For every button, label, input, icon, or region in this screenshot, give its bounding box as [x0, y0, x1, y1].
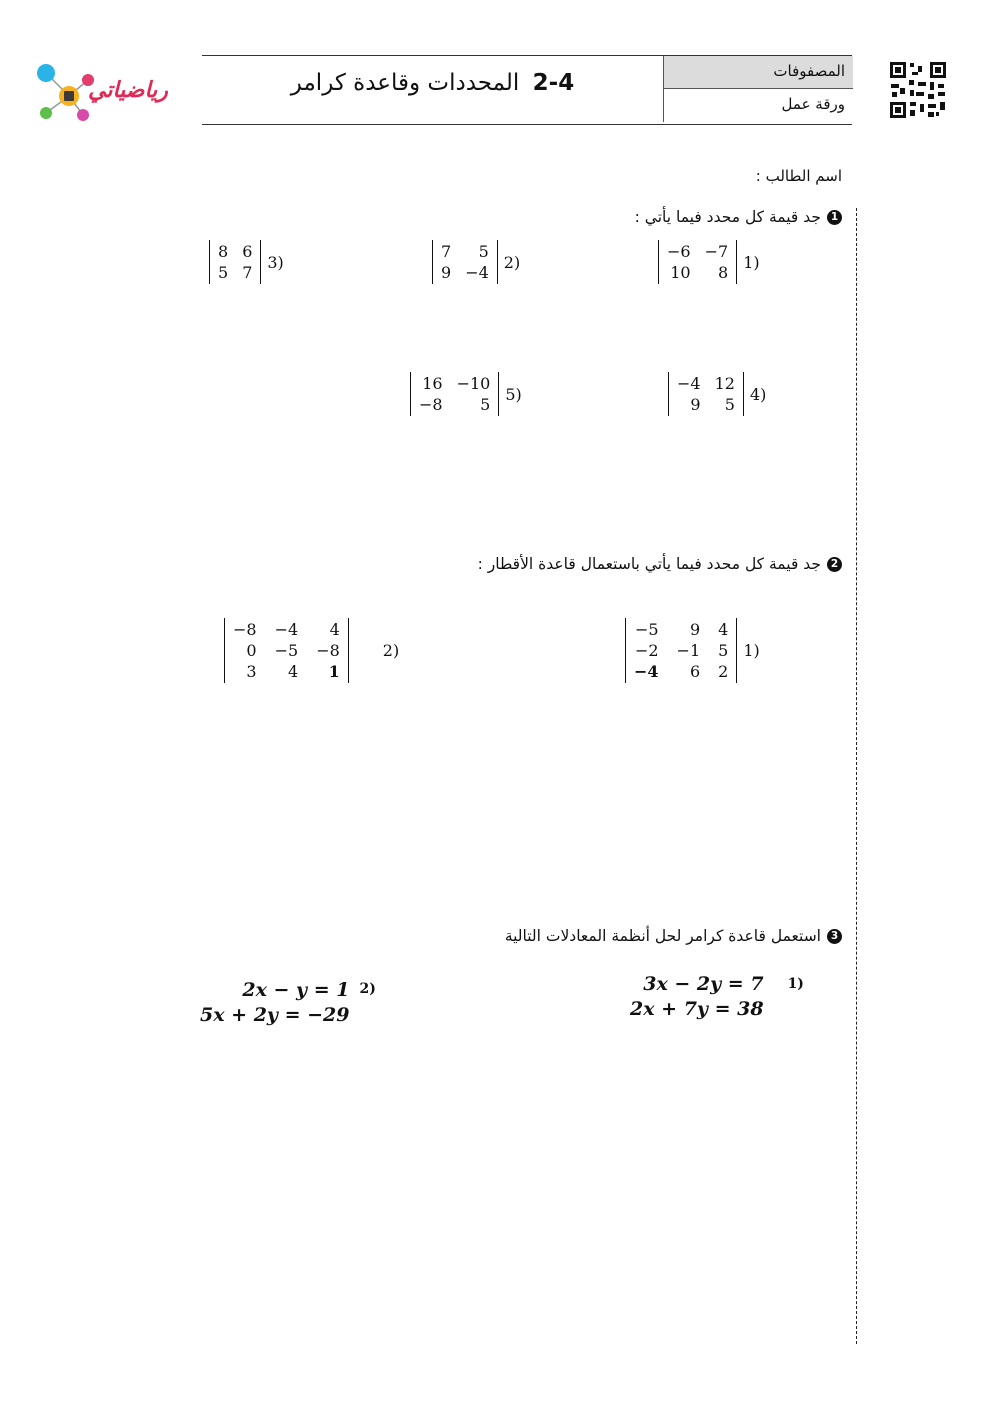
cell: 16 — [422, 374, 443, 393]
q3-system-2 — [200, 978, 376, 1028]
q3-badge: 3 — [827, 929, 842, 944]
cell: 5 — [218, 263, 229, 282]
cell: 5 — [718, 641, 729, 660]
qr-code — [888, 60, 948, 120]
cell: −1 — [676, 641, 701, 660]
cell: −6 — [667, 242, 691, 261]
equation-system — [630, 972, 764, 1022]
equation-system — [200, 978, 349, 1028]
cell: 4 — [329, 620, 340, 639]
q1-item-5 — [410, 372, 522, 416]
page-title — [202, 70, 663, 96]
header-category-cell — [663, 56, 853, 89]
q1-item-3 — [209, 240, 284, 284]
cell: −4 — [634, 662, 659, 681]
system-label: 2) — [359, 981, 376, 997]
determinant — [668, 372, 744, 416]
header-category: المصفوفات — [773, 62, 845, 80]
q1-item-4 — [668, 372, 766, 416]
margin-dashed-line — [856, 208, 857, 1344]
system-label: 1) — [787, 976, 804, 992]
item-label: 1) — [743, 641, 760, 660]
cell: −2 — [634, 641, 659, 660]
equation: 5x + 2y = −29 — [200, 1004, 350, 1026]
cell: 6 — [689, 662, 701, 681]
cell: 9 — [689, 620, 701, 639]
q3-title — [505, 927, 842, 945]
cell: −5 — [274, 641, 299, 660]
q1-item-2 — [432, 240, 520, 284]
cell: 5 — [724, 395, 735, 414]
cell: −8 — [233, 620, 257, 639]
q3-system-1 — [630, 972, 804, 1022]
item-label: 1) — [743, 252, 760, 272]
determinant — [410, 372, 499, 416]
item-label: 2) — [503, 252, 521, 272]
q1-badge: 1 — [827, 210, 842, 225]
cell: 6 — [242, 242, 253, 261]
item-label: 2) — [382, 641, 400, 660]
cell: −5 — [634, 620, 659, 639]
equation: 2x − y = 1 — [242, 979, 350, 1001]
q1-title-text: جد قيمة كل محدد فيما يأتي : — [634, 208, 821, 226]
q2-item-1 — [625, 618, 760, 683]
cell: 8 — [218, 242, 229, 261]
lesson-number: 2-4 — [532, 70, 575, 96]
cell: −4 — [274, 620, 299, 639]
cell: −8 — [419, 395, 443, 414]
item-label: 3) — [267, 252, 284, 272]
cell: 12 — [714, 374, 735, 393]
determinant — [432, 240, 498, 284]
determinant — [625, 618, 737, 683]
cell: 7 — [242, 263, 253, 282]
cell: 2 — [718, 662, 729, 681]
determinant — [658, 240, 737, 284]
cell: 3 — [246, 662, 257, 681]
cell: −4 — [677, 374, 701, 393]
q1-title — [635, 208, 842, 226]
cell: 9 — [690, 395, 701, 414]
q2-title-text: جد قيمة كل محدد فيما يأتي باستعمال قاعدة الأقطار : — [477, 555, 821, 573]
cell: 0 — [246, 641, 257, 660]
cell: 7 — [441, 242, 452, 261]
cell: −8 — [316, 641, 340, 660]
q2-item-2 — [224, 618, 399, 683]
cell: 4 — [718, 620, 729, 639]
determinant — [224, 618, 349, 683]
q3-title-text: استعمل قاعدة كرامر لحل أنظمة المعادلات التالية — [504, 927, 821, 945]
cell: 1 — [328, 662, 340, 681]
cell: 8 — [718, 263, 729, 282]
cell: −4 — [465, 263, 489, 282]
determinant — [209, 240, 261, 284]
cell: 5 — [480, 395, 491, 414]
logo-text: رياضياتي — [88, 78, 168, 103]
q1-item-1 — [658, 240, 760, 284]
cell: −10 — [456, 374, 491, 393]
item-label: 4) — [749, 384, 767, 404]
equation: 2x + 7y = 38 — [630, 998, 764, 1020]
header-subtitle-cell — [663, 89, 853, 122]
equation: 3x − 2y = 7 — [643, 973, 764, 995]
cell: 5 — [478, 242, 489, 261]
header-subtitle: ورقة عمل — [781, 95, 845, 113]
q2-badge: 2 — [827, 557, 842, 572]
cell: 9 — [441, 263, 452, 282]
q2-title — [478, 555, 842, 573]
student-name-label: اسم الطالب : — [755, 167, 842, 185]
cell: 10 — [670, 263, 691, 282]
cell: 4 — [288, 662, 299, 681]
lesson-title: المحددات وقاعدة كرامر — [290, 70, 520, 96]
cell: −7 — [704, 242, 729, 261]
item-label: 5) — [505, 384, 522, 404]
